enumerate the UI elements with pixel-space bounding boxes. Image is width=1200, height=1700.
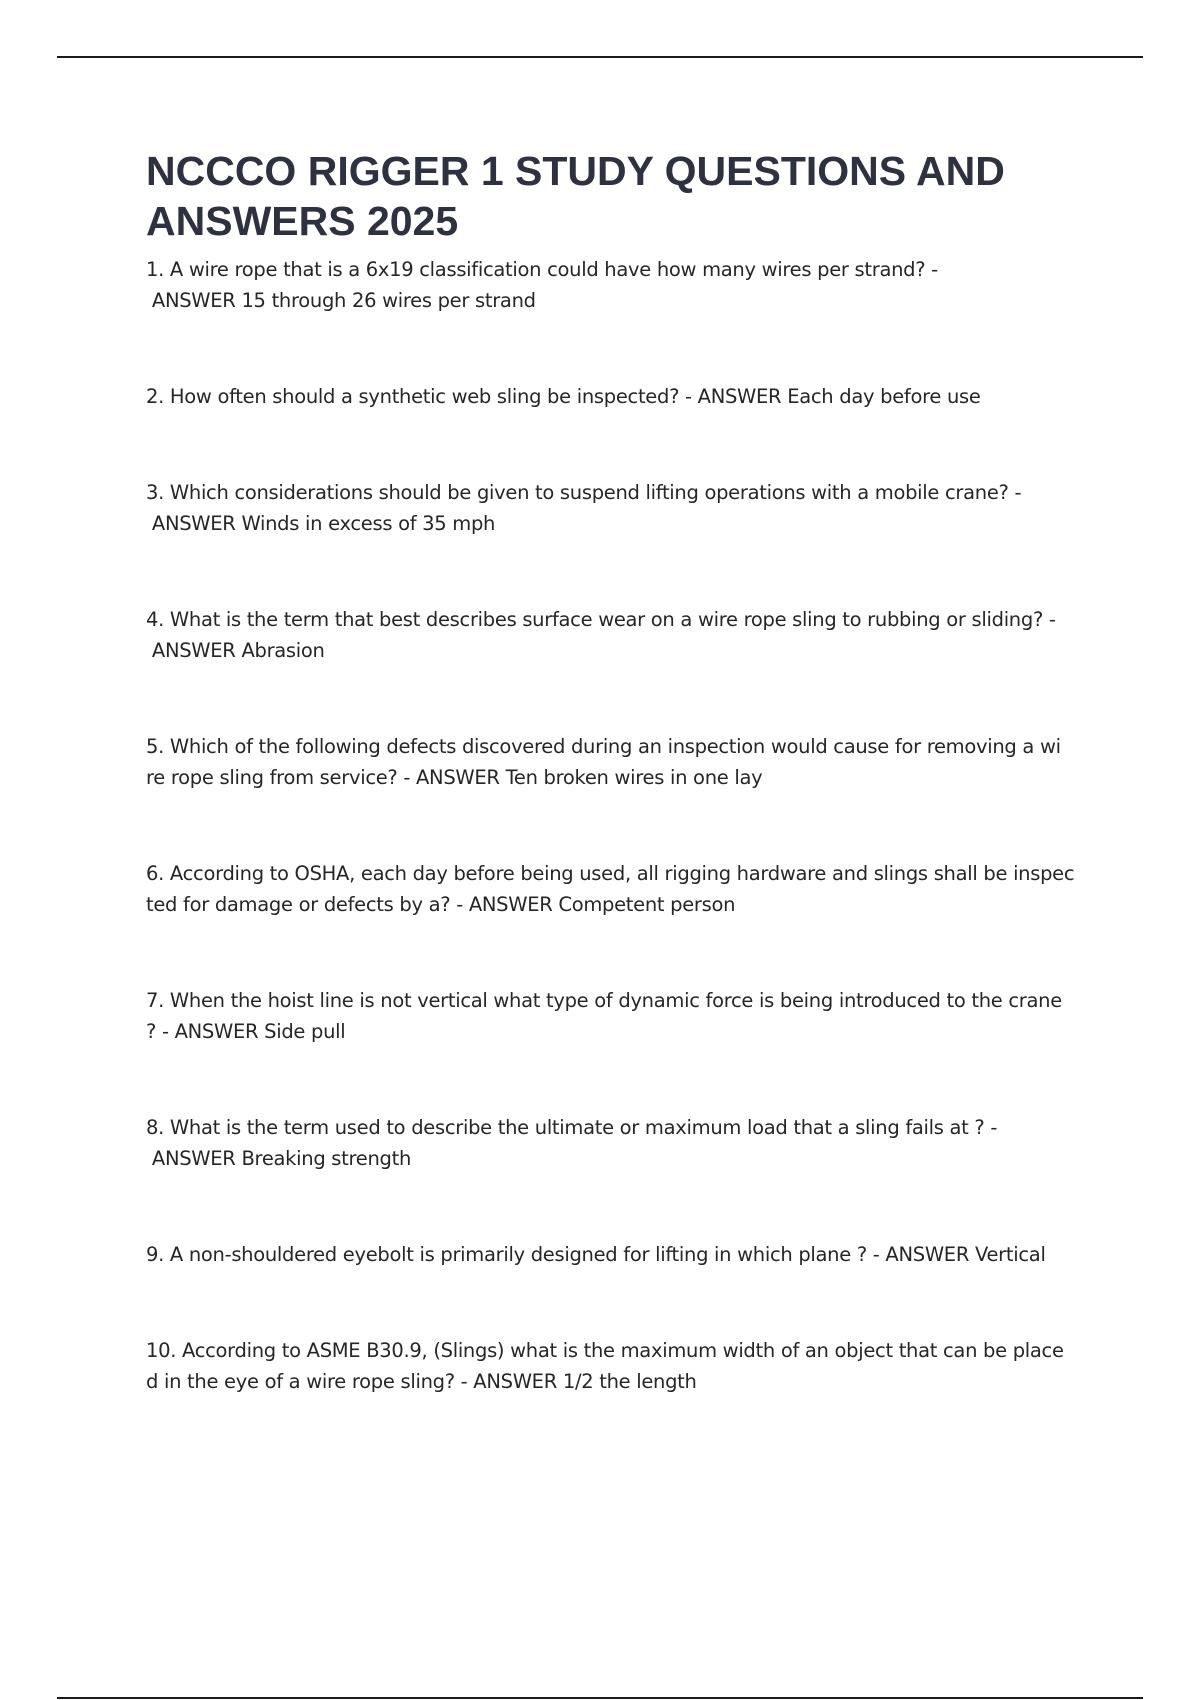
question-line: 10. According to ASME B30.9, (Slings) what is the maximum width of an object that can be place [146, 1339, 1064, 1362]
answer-line: ANSWER 15 through 26 wires per strand [146, 289, 536, 312]
qa-list [146, 254, 1090, 1397]
answer-line: d in the eye of a wire rope sling? - ANSWER 1/2 the length [146, 1370, 697, 1393]
question-line: 4. What is the term that best describes surface wear on a wire rope sling to rubbing or sliding? - [146, 608, 1056, 631]
qa-item-6 [146, 858, 1090, 920]
answer-line: ANSWER Abrasion [146, 639, 325, 662]
question-line: 3. Which considerations should be given to suspend lifting operations with a mobile crane? - [146, 481, 1022, 504]
qa-item-10 [146, 1335, 1090, 1397]
answer-line: ? - ANSWER Side pull [146, 1020, 346, 1043]
question-line: 6. According to OSHA, each day before being used, all rigging hardware and slings shall be inspec [146, 862, 1075, 885]
answer-line: re rope sling from service? - ANSWER Ten broken wires in one lay [146, 766, 763, 789]
qa-item-4 [146, 604, 1090, 666]
question-line: 1. A wire rope that is a 6x19 classification could have how many wires per strand? - [146, 258, 938, 281]
question-line: 8. What is the term used to describe the ultimate or maximum load that a sling fails at ? - [146, 1116, 998, 1139]
question-line: 9. A non-shouldered eyebolt is primarily designed for lifting in which plane ? - ANSWER Vertical [146, 1243, 1046, 1266]
answer-line: ANSWER Winds in excess of 35 mph [146, 512, 496, 535]
bottom-rule [57, 1697, 1143, 1699]
qa-item-1 [146, 254, 1090, 316]
qa-item-5 [146, 731, 1090, 793]
qa-item-9 [146, 1239, 1090, 1301]
qa-item-2 [146, 381, 1090, 443]
qa-item-8 [146, 1112, 1090, 1174]
question-line: 2. How often should a synthetic web sling be inspected? - ANSWER Each day before use [146, 385, 981, 408]
question-line: 5. Which of the following defects discovered during an inspection would cause for removing a wi [146, 735, 1061, 758]
answer-line: ANSWER Breaking strength [146, 1147, 412, 1170]
document-title: NCCCO RIGGER 1 STUDY QUESTIONS AND ANSWERS 2025 [146, 148, 1005, 244]
top-rule [57, 56, 1143, 58]
document-body [146, 146, 1090, 1397]
question-line: 7. When the hoist line is not vertical what type of dynamic force is being introduced to the crane [146, 989, 1062, 1012]
answer-line: ted for damage or defects by a? - ANSWER Competent person [146, 893, 736, 916]
qa-item-3 [146, 477, 1090, 539]
qa-item-7 [146, 985, 1090, 1047]
